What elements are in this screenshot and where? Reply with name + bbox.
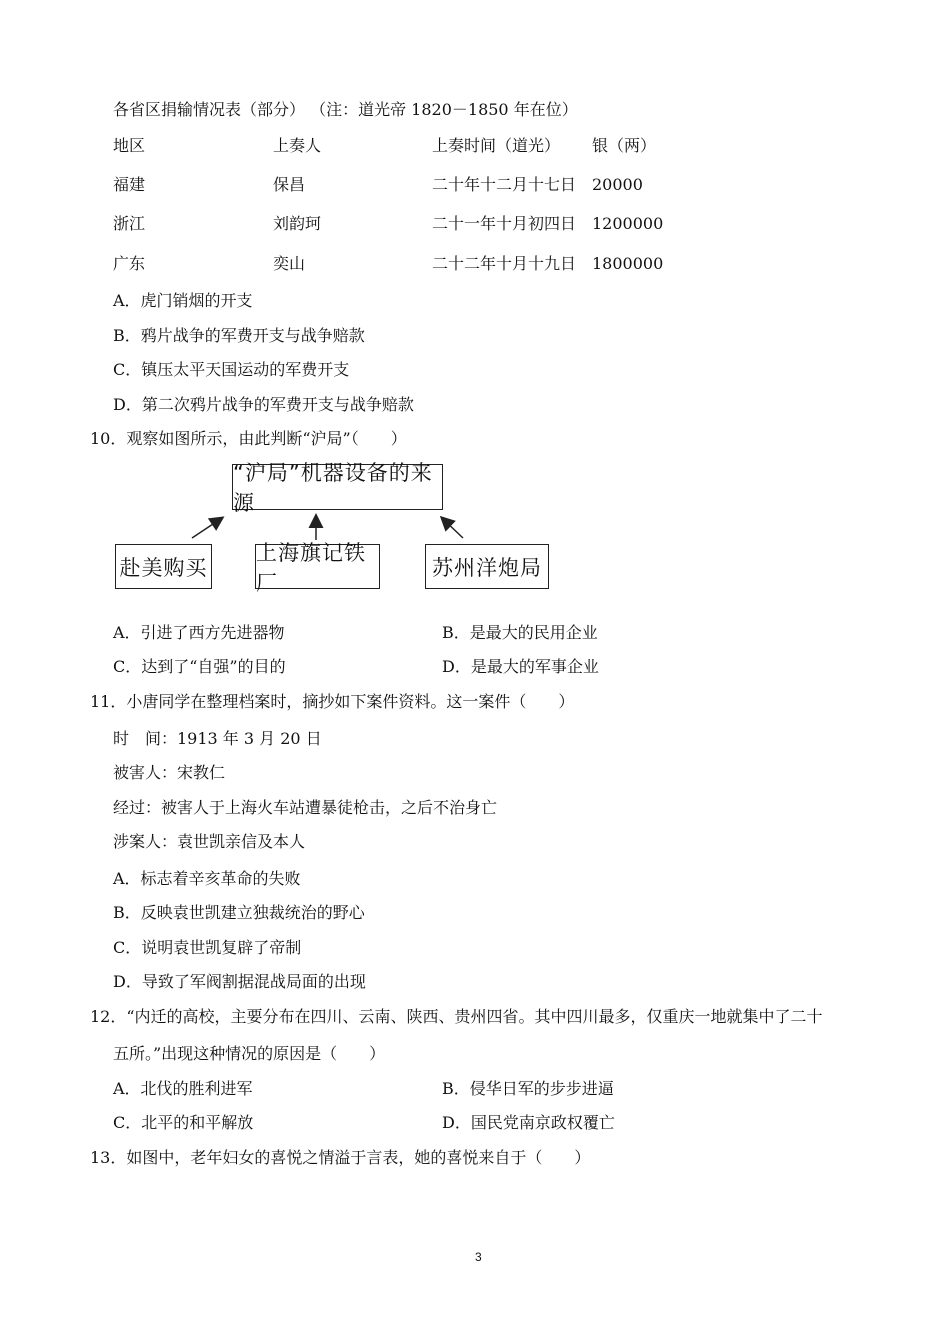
q12-option-c: C．北平的和平解放 [113,1113,254,1132]
q11-option-a: A．标志着辛亥革命的失败 [113,869,301,888]
diagram-source-box: 上海旗记铁厂 [255,544,380,589]
q10-option-d: D．是最大的军事企业 [442,657,599,676]
q9-option-c: C．镇压太平天国运动的军费开支 [113,360,350,379]
q9-option-a: A．虎门销烟的开支 [113,291,253,310]
q12-option-a: A．北伐的胜利进军 [113,1079,253,1098]
table-cell: 二十一年十月初四日 [432,214,577,233]
diagram-source-box: 赴美购买 [115,544,212,589]
q9-option-d: D．第二次鸦片战争的军费开支与战争赔款 [113,395,414,414]
q10-option-c: C．达到了“自强”的目的 [113,657,286,676]
q11-fact: 经过：被害人于上海火车站遭暴徒枪击，之后不治身亡 [113,798,498,817]
q13-stem: 13．如图中，老年妇女的喜悦之情溢于言表，她的喜悦来自于（ ） [90,1148,591,1167]
page-number: 3 [475,1250,482,1264]
q11-fact: 时 间：1913 年 3 月 20 日 [113,729,322,748]
q11-option-c: C．说明袁世凯复辟了帝制 [113,938,302,957]
table-cell: 广东 [113,254,146,273]
diagram-top-box: “沪局”机器设备的来源 [232,464,443,510]
table-cell: 20000 [592,175,643,194]
q12-option-b: B．侵华日军的步步进逼 [442,1079,614,1098]
q9-option-b: B．鸦片战争的军费开支与战争赔款 [113,326,365,345]
q12-stem-line2: 五所。”出现这种情况的原因是（ ） [113,1044,386,1063]
table-cell: 刘韵珂 [273,214,322,233]
table-cell: 1800000 [592,254,664,273]
table-cell: 二十二年十月十九日 [432,254,577,273]
table-header-date: 上奏时间（道光） [432,136,561,155]
q11-fact: 涉案人：袁世凯亲信及本人 [113,832,306,851]
table-caption: 各省区捐输情况表（部分） （注：道光帝 1820－1850 年在位） [113,100,578,119]
table-cell: 福建 [113,175,146,194]
q10-option-b: B．是最大的民用企业 [442,623,598,642]
table-header-silver: 银（两） [592,136,657,155]
q11-fact: 被害人：宋教仁 [113,763,226,782]
q12-option-d: D．国民党南京政权覆亡 [442,1113,615,1132]
table-cell: 二十年十二月十七日 [432,175,577,194]
table-cell: 保昌 [273,175,306,194]
arrow-left [192,518,222,538]
q10-option-a: A．引进了西方先进器物 [113,623,285,642]
q11-option-b: B．反映袁世凯建立独裁统治的野心 [113,903,365,922]
q11-option-d: D．导致了军阀割据混战局面的出现 [113,972,366,991]
table-cell: 1200000 [592,214,664,233]
q10-stem: 10．观察如图所示，由此判断“沪局”（ ） [90,429,407,448]
arrow-right [442,518,463,538]
diagram-source-box: 苏州洋炮局 [425,544,549,589]
diagram-arrows [0,0,950,620]
table-header-region: 地区 [113,136,146,155]
q11-stem: 11．小唐同学在整理档案时，摘抄如下案件资料。这一案件（ ） [90,692,575,711]
table-cell: 浙江 [113,214,146,233]
q12-stem-line1: 12．“内迁的高校，主要分布在四川、云南、陕西、贵州四省。其中四川最多，仅重庆一地就集中了二十 [90,1007,823,1026]
table-cell: 奕山 [273,254,306,273]
table-header-reporter: 上奏人 [273,136,322,155]
